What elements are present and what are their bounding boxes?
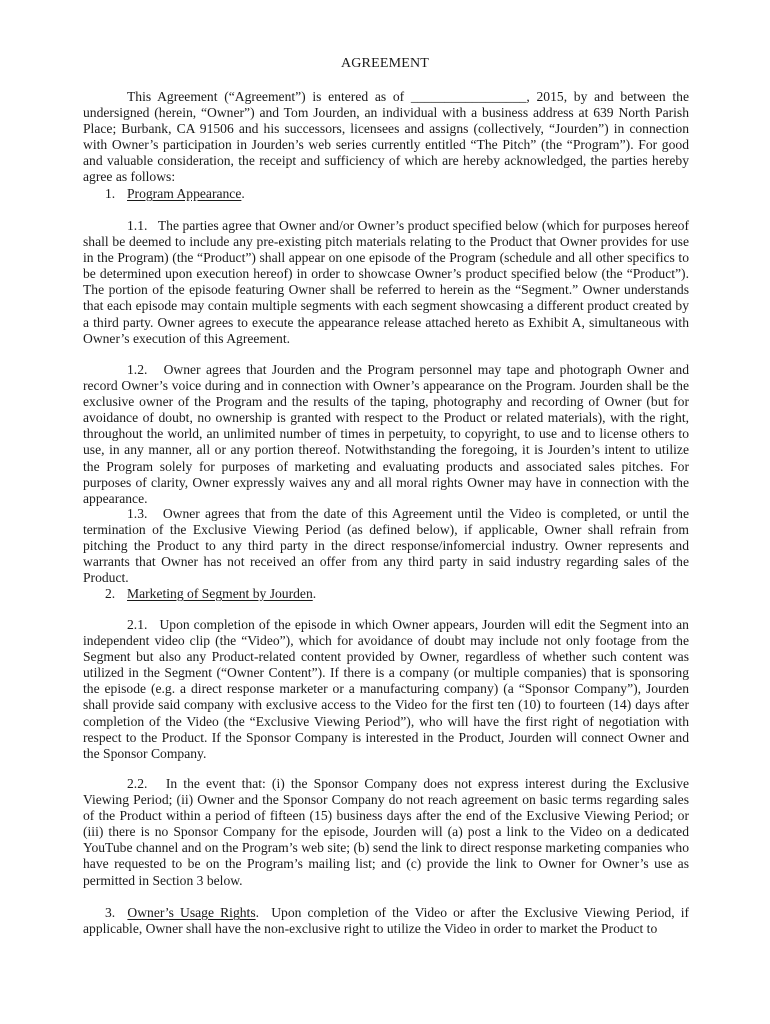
section-number: 2. [105,586,116,601]
section-2-heading [105,586,316,602]
document-title: AGREEMENT [340,56,430,71]
clause-number: 1.2. [127,362,148,377]
clause-1-2 [83,362,689,507]
section-number: 3. [105,905,116,920]
clause-2-2 [83,776,689,889]
section-1-heading [105,186,245,202]
clause-number: 1.3. [127,506,148,521]
section-text: Upon completion of the Video or after the Exclusive Viewing Period, if applicable, Owner shall have the non-exclusive right to utilize the Video in order to market the Product to [83,905,690,937]
section-title: Marketing of Segment by Jourden [127,586,313,601]
section-title-period: . [312,586,317,601]
clause-1-1 [83,218,689,347]
section-title: Owner’s Usage Rights [127,905,256,920]
clause-text: In the event that: (i) the Sponsor Company does not express interest during the Exclusive Viewing Period; (ii) Owner and the Sponsor Company do not reach agreement on basic terms regarding sales of the Product within a period of fifteen (15) business days after the end of the Exclusive Viewing Period; or (iii) there is no Sponsor Company for the episode, Jourden will (a) post a link to the Video on a dedicated YouTube channel and on the Program’s web site; (b) send the link to direct response marketing companies who have requested to be on the Program’s mailing list; and (c) provide the link to Owner for Owner’s use as permitted in Section 3 below. [83,776,689,888]
section-number: 1. [105,186,116,201]
clause-text: Owner agrees that Jourden and the Program personnel may tape and photograph Owner and record Owner’s voice during and in connection with Owner’s appearance on the Program. Jourden shall be the exclusive owner of the Program and the results of the taping, photography and recording of Owner (but for avoidance of doubt, no ownership is granted with respect to the Product or related materials), with the right, throughout the world, an unlimited number of times in perpetuity, to copyright, to use and to license others to use, in any manner, all or any portion thereof. Notwithstanding the foregoing, it is Jourden’s intent to utilize the Program solely for purposes of marketing and evaluating products and associated sales pitches. For purposes of clarity, Owner expressly waives any and all moral rights Owner may have in connection with the appearance. [83,362,689,506]
clause-1-3 [83,506,689,586]
clause-number: 1.1. [127,218,148,233]
clause-number: 2.1. [127,617,148,632]
clause-text: Owner agrees that from the date of this Agreement until the Video is completed, or until the termination of the Exclusive Viewing Period (as defined below), if applicable, Owner shall refrain from pitching the Product to any third party in the direct response/infomercial industry. Owner represents and warrants that Owner has not received an offer from any third party in said industry regarding sales of the Product. [83,506,689,586]
intro-paragraph: This Agreement (“Agreement”) is entered as of _________________, 2015, by and between the undersigned (herein, “Owner”) and Tom Jourden, an individual with a business address at 639 North Parish Place; Burbank, CA 91506 and his successors, licensees and assigns (collectively, “Jourden”) in connection with Owner’s participation in Jourden’s web series currently entitled “The Pitch” (the “Program”). For good and valuable consideration, the receipt and sufficiency of which are hereby acknowledged, the parties hereby agree as follows: [83,89,689,185]
section-title: Program Appearance [127,186,242,201]
clause-text: Upon completion of the episode in which Owner appears, Jourden will edit the Segment into an independent video clip (the “Video”), which for avoidance of doubt may include not only footage from the Segment but also any Product-related content provided by Owner, regardless of whether such content was utilized in the Segment (“Owner Content”). If there is a company (or multiple companies) that is sponsoring the episode (e.g. a direct response marketer or a manufacturing company) (a “Sponsor Company”), Jourden shall provide said company with exclusive access to the Video for the first ten (10) to fourteen (14) days after completion of the Video (the “Exclusive Viewing Period”), who will have the first right of negotiation with respect to the Product. If the Sponsor Company is interested in the Product, Jourden will connect Owner and the Sponsor Company. [83,617,689,761]
clause-number: 2.2. [127,776,148,791]
clause-2-1 [83,617,689,762]
section-title-period: . [255,905,260,920]
section-title-period: . [241,186,245,201]
section-3-paragraph [83,905,689,937]
clause-text: The parties agree that Owner and/or Owner’s product specified below (which for purposes hereof shall be deemed to include any pre-existing pitch materials relating to the Product that Owner provides for use in the Program) (the “Product”) shall appear on one episode of the Program (schedule and all other specifics to be determined upon execution hereof) in order to showcase Owner’s product specified below (the “Product”). The portion of the episode featuring Owner shall be referred to herein as the “Segment.” Owner understands that each episode may contain multiple segments with each segment showcasing a different product created by a third party. Owner agrees to execute the appearance release attached hereto as Exhibit A, simultaneous with Owner’s execution of this Agreement. [83,218,689,346]
